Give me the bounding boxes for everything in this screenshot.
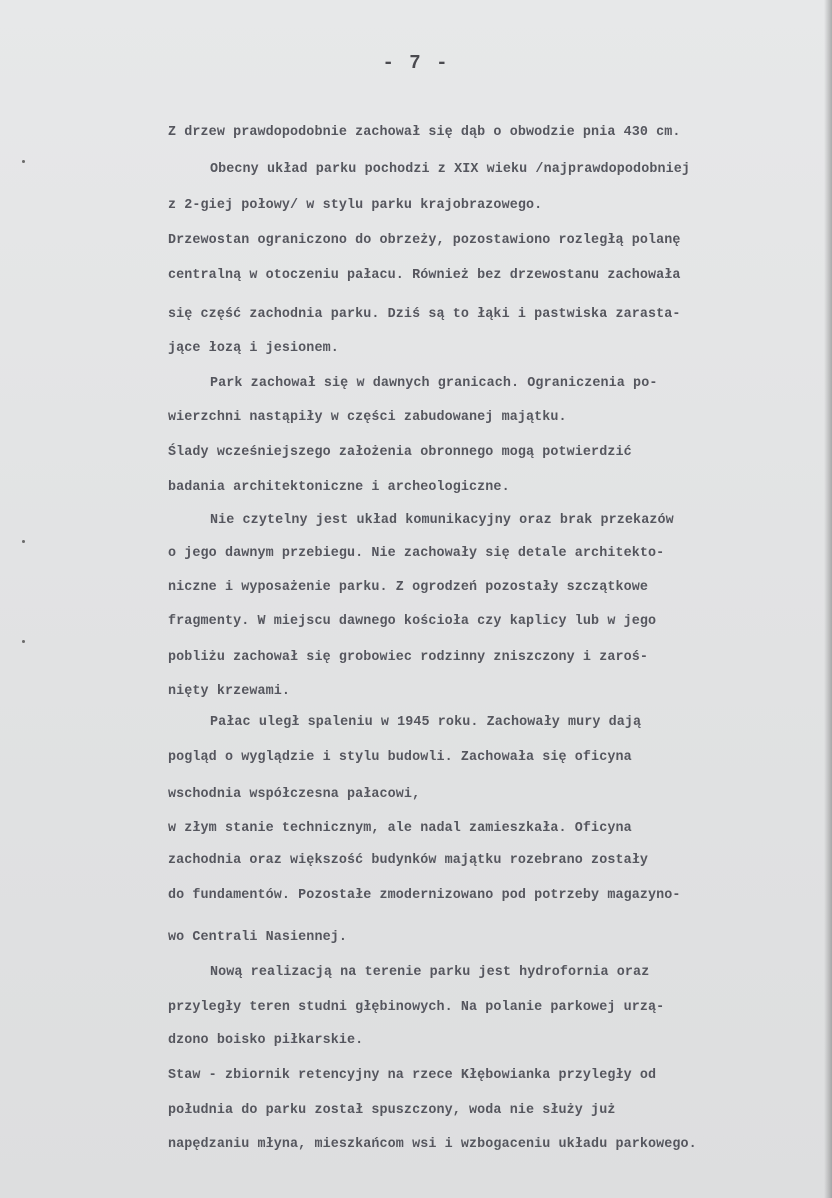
text-line: Nie czytelny jest układ komunikacyjny oraz brak przekazów (210, 513, 674, 528)
text-line: Park zachował się w dawnych granicach. Ograniczenia po- (210, 376, 658, 391)
text-line: wschodnia współczesna pałacowi, (168, 787, 421, 802)
paper-speck (22, 160, 25, 163)
text-line: badania architektoniczne i archeologiczne. (168, 480, 510, 495)
page-number: - 7 - (382, 52, 450, 74)
paper-speck (22, 640, 25, 643)
text-line: pogląd o wyglądzie i stylu budowli. Zachowała się oficyna (168, 750, 632, 765)
text-line: do fundamentów. Pozostałe zmodernizowano pod potrzeby magazyno- (168, 888, 681, 903)
text-line: przyległy teren studni głębinowych. Na polanie parkowej urzą- (168, 1000, 665, 1015)
text-line: dzono boisko piłkarskie. (168, 1033, 364, 1048)
text-line: Drzewostan ograniczono do obrzeży, pozostawiono rozległą polanę (168, 233, 681, 248)
paper-speck (22, 540, 25, 543)
text-line: pobliżu zachował się grobowiec rodzinny zniszczony i zaroś- (168, 650, 649, 665)
text-line: napędzaniu młyna, mieszkańcom wsi i wzbogaceniu układu parkowego. (168, 1137, 697, 1152)
text-line: fragmenty. W miejscu dawnego kościoła czy kaplicy lub w jego (168, 614, 657, 629)
text-line: z 2-giej połowy/ w stylu parku krajobrazowego. (168, 198, 543, 213)
text-line: wo Centrali Nasiennej. (168, 930, 347, 945)
text-line: Staw - zbiornik retencyjny na rzece Kłębowianka przyległy od (168, 1068, 657, 1083)
text-line: wierzchni nastąpiły w części zabudowanej majątku. (168, 410, 567, 425)
text-line: Obecny układ parku pochodzi z XIX wieku /najprawdopodobniej (210, 162, 691, 177)
text-line: południa do parku został spuszczony, woda nie służy już (168, 1103, 616, 1118)
text-line: jące łozą i jesionem. (168, 341, 339, 356)
text-line: się część zachodnia parku. Dziś są to łąki i pastwiska zarasta- (168, 307, 681, 322)
text-line: o jego dawnym przebiegu. Nie zachowały się detale architekto- (168, 546, 665, 561)
text-line: nięty krzewami. (168, 684, 291, 699)
text-line: niczne i wyposażenie parku. Z ogrodzeń pozostały szczątkowe (168, 580, 649, 595)
text-line: Ślady wcześniejszego założenia obronnego mogą potwierdzić (168, 445, 632, 460)
text-line: Z drzew prawdopodobnie zachował się dąb o obwodzie pnia 430 cm. (168, 125, 681, 140)
text-line: Pałac uległ spaleniu w 1945 roku. Zachowały mury dają (210, 715, 642, 730)
text-line: zachodnia oraz większość budynków majątku rozebrano zostały (168, 853, 649, 868)
text-line: w złym stanie technicznym, ale nadal zamieszkała. Oficyna (168, 821, 632, 836)
text-line: centralną w otoczeniu pałacu. Również bez drzewostanu zachowała (168, 268, 681, 283)
text-line: Nową realizacją na terenie parku jest hydrofornia oraz (210, 965, 650, 980)
